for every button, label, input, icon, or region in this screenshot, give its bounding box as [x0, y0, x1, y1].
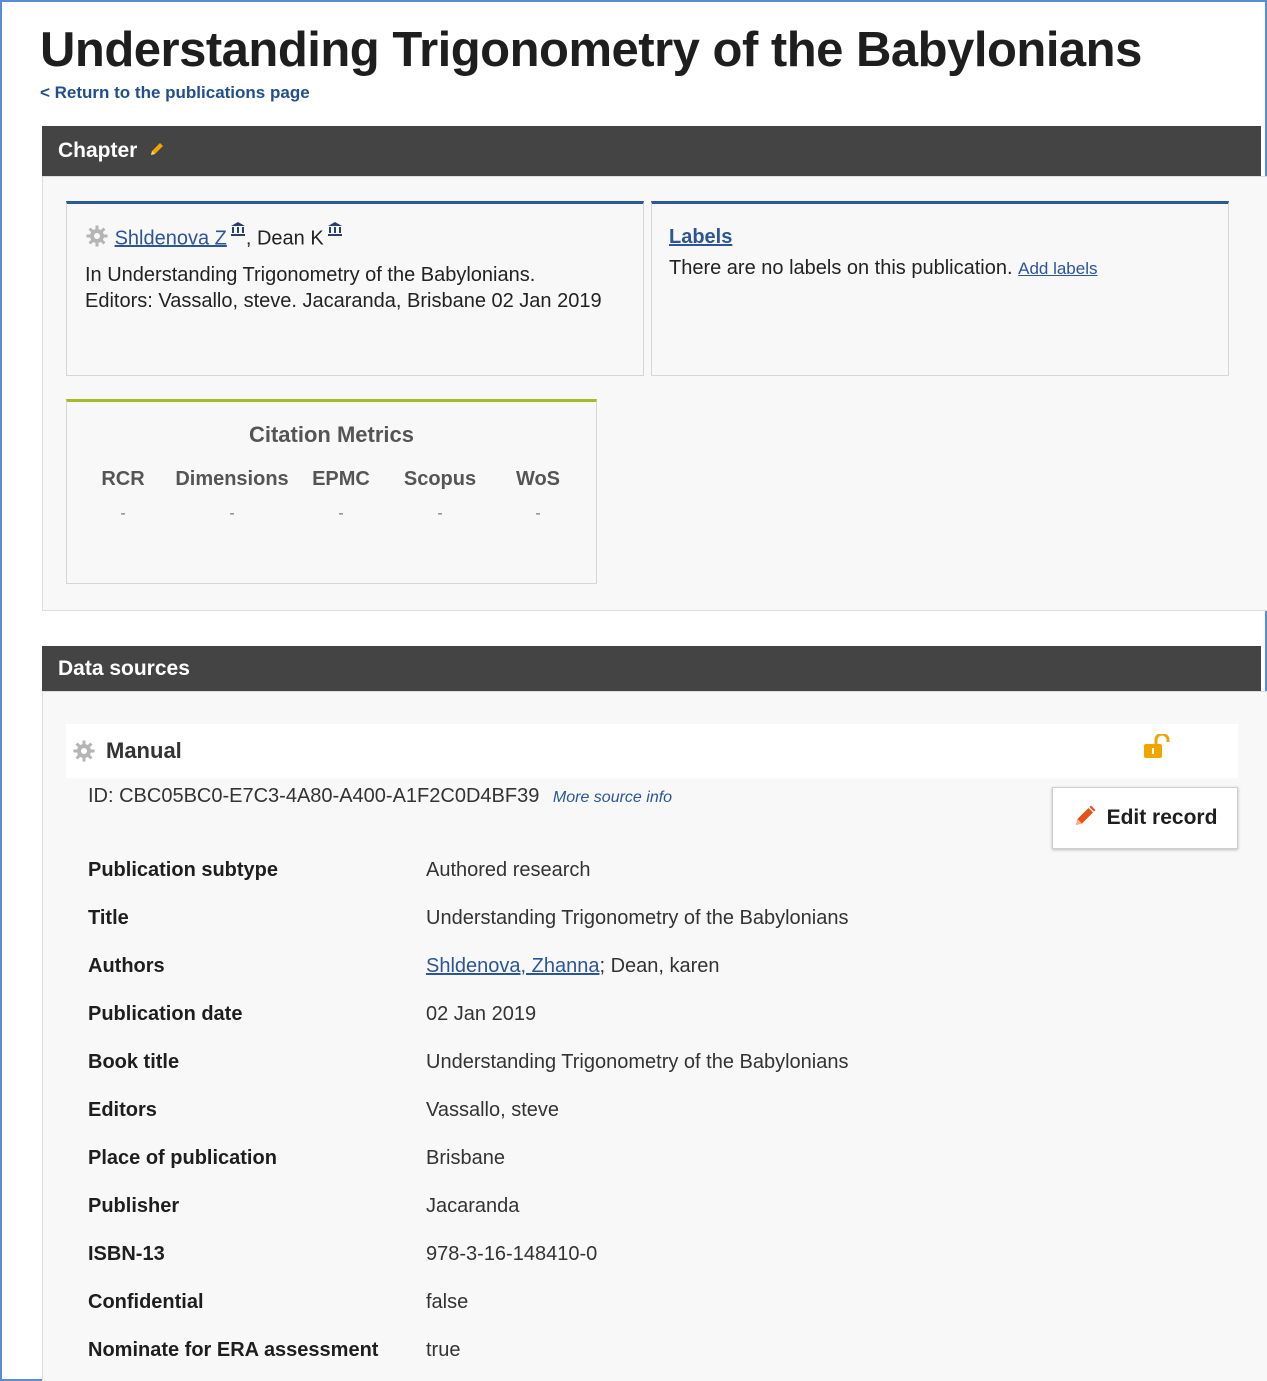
- edit-pencil-icon[interactable]: [149, 126, 165, 176]
- field-label-editors: Editors: [88, 1099, 157, 1121]
- field-value-editors: Vassallo, steve: [426, 1099, 560, 1121]
- gear-icon: [85, 224, 109, 254]
- labels-empty-text: There are no labels on this publication.: [669, 257, 1013, 279]
- field-label-place-of-publication: Place of publication: [88, 1147, 277, 1169]
- metric-value-scopus: -: [437, 505, 443, 522]
- chapter-header-label: Chapter: [58, 139, 138, 162]
- citation-metrics-title: Citation Metrics: [248, 422, 415, 447]
- author-name-dean: Dean K: [256, 227, 324, 250]
- publication-summary-card: [66, 201, 644, 376]
- authors-line: [85, 224, 343, 254]
- source-name: Manual: [106, 738, 182, 763]
- field-value-place-of-publication: Brisbane: [426, 1147, 505, 1169]
- page-title: Understanding Trigonometry of the Babylonians: [40, 23, 1142, 77]
- source-id: ID: CBC05BC0-E7C3-4A80-A400-A1F2C0D4BF39: [88, 785, 540, 807]
- manual-source-bar: [66, 724, 1238, 778]
- data-sources-header-label: Data sources: [58, 657, 190, 680]
- edit-record-label: Edit record: [1106, 806, 1218, 829]
- field-label-publication-subtype: Publication subtype: [88, 859, 279, 881]
- labels-card: [651, 201, 1229, 376]
- labels-empty-line: [669, 257, 1098, 280]
- add-labels-link[interactable]: Add labels: [1018, 259, 1098, 278]
- data-sources-section-header: [42, 646, 1261, 691]
- authors-rest: ; Dean, karen: [599, 955, 720, 977]
- unlocked-padlock-icon[interactable]: [1142, 734, 1172, 765]
- metric-label-wos: WoS: [515, 468, 561, 490]
- institution-icon: [327, 220, 343, 243]
- field-value-confidential: false: [426, 1291, 469, 1313]
- more-source-info-link[interactable]: More source info: [552, 789, 673, 806]
- field-label-title: Title: [88, 907, 129, 929]
- metric-value-epmc: -: [338, 505, 344, 522]
- author-link-shldenova[interactable]: Shldenova Z: [114, 227, 227, 250]
- edit-record-button[interactable]: [1052, 787, 1238, 849]
- metric-label-rcr: RCR: [101, 468, 145, 490]
- author-separator: ,: [245, 227, 257, 250]
- metric-label-scopus: Scopus: [403, 468, 477, 490]
- labels-title-link[interactable]: Labels: [669, 226, 733, 248]
- field-label-publication-date: Publication date: [88, 1003, 243, 1025]
- gear-icon: [72, 739, 96, 768]
- return-to-publications-link[interactable]: < Return to the publications page: [40, 83, 310, 102]
- field-label-nominate-era: Nominate for ERA assessment: [88, 1339, 379, 1361]
- field-value-authors: [426, 955, 720, 978]
- author-link-shldenova-zhanna[interactable]: Shldenova, Zhanna: [426, 955, 600, 977]
- field-value-publication-date: 02 Jan 2019: [426, 1003, 537, 1025]
- source-id-line: [88, 785, 672, 808]
- field-label-book-title: Book title: [88, 1051, 180, 1073]
- field-label-isbn-13: ISBN-13: [88, 1243, 165, 1265]
- field-value-title: Understanding Trigonometry of the Babylonians: [426, 907, 849, 929]
- field-value-isbn-13: 978-3-16-148410-0: [426, 1243, 598, 1265]
- field-value-publication-subtype: Authored research: [426, 859, 591, 881]
- pencil-icon: [1073, 802, 1099, 834]
- metric-value-rcr: -: [120, 505, 126, 522]
- institution-icon: [230, 220, 246, 243]
- citation-text: In Understanding Trigonometry of the Babylonians. Editors: Vassallo, steve. Jacaranda, Brisbane 02 Jan 2019: [85, 264, 602, 312]
- metric-value-wos: -: [535, 505, 541, 522]
- field-label-confidential: Confidential: [88, 1291, 204, 1313]
- chapter-section-header: [42, 126, 1261, 176]
- field-value-nominate-era: true: [426, 1339, 461, 1361]
- citation-metrics-card: [66, 399, 597, 584]
- field-label-authors: Authors: [88, 955, 165, 977]
- metric-label-epmc: EPMC: [312, 468, 370, 490]
- field-value-book-title: Understanding Trigonometry of the Babylonians: [426, 1051, 849, 1073]
- metric-label-dimensions: Dimensions: [175, 468, 289, 490]
- field-value-publisher: Jacaranda: [426, 1195, 520, 1217]
- metric-value-dimensions: -: [229, 505, 235, 522]
- field-label-publisher: Publisher: [88, 1195, 180, 1217]
